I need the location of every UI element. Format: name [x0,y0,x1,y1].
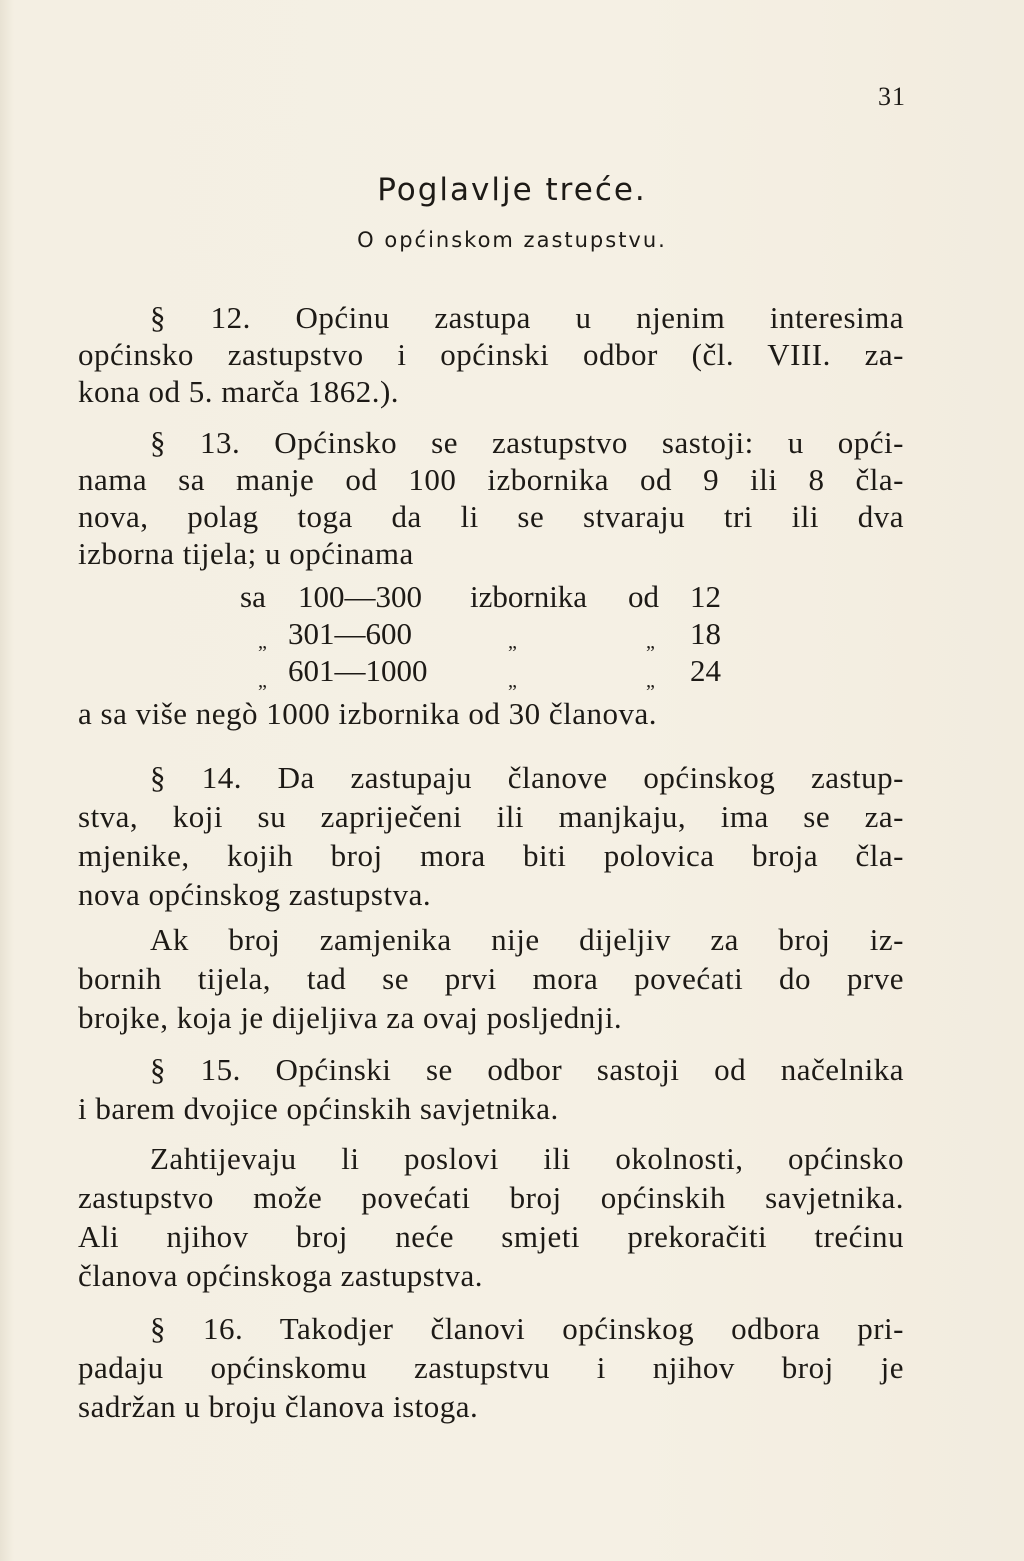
row-range: 100—300 [298,579,422,614]
row-unit: „ [508,670,517,692]
page-number: 31 [878,82,906,111]
section-14b-line-3: brojke, koja je dijeljiva za ovaj posljednji. [78,1000,623,1035]
row-unit: „ [508,631,517,653]
row-prefix: sa [240,579,266,614]
row-range: 301—600 [288,616,412,651]
section-12-line-3: kona od 5. marča 1862.). [78,374,400,409]
section-12-line-1: § 12. Općinu zastupa u njenim interesima [150,300,904,335]
section-14-line-4: nova općinskog zastupstva. [78,877,432,912]
section-16-line-1: § 16. Takodjer članovi općinskog odbora pri- [150,1311,904,1346]
section-15b-line-1: Zahtijevaju li poslovi ili okolnosti, općinsko [150,1141,904,1176]
section-16-line-2: padaju općinskomu zastupstvu i njihov broj je [78,1350,904,1385]
section-12-line-2: općinsko zastupstvo i općinski odbor (čl. VIII. za- [78,337,904,372]
section-15b-line-2: zastupstvo može povećati broj općinskih savjetnika. [78,1180,904,1215]
section-14b-line-2: bornih tijela, tad se prvi mora povećati do prve [78,961,904,996]
row-members: 12 [690,579,721,614]
section-15b-line-3: Ali njihov broj neće smjeti prekoračiti trećinu [78,1219,904,1254]
section-15-line-2: i barem dvojice općinskih savjetnika. [78,1091,559,1126]
section-14-line-1: § 14. Da zastupaju članove općinskog zastup- [150,760,904,795]
chapter-subtitle: O općinskom zastupstvu. [357,228,667,252]
section-13-line-3: nova, polag toga da li se stvaraju tri ili dva [78,499,904,534]
section-14b-line-1: Ak broj zamjenika nije dijeljiv za broj iz- [150,922,904,957]
row-unit: izbornika [470,579,588,614]
section-13-line-2: nama sa manje od 100 izbornika od 9 ili 8 čla- [78,462,904,497]
section-15b-line-4: članova općinskoga zastupstva. [78,1258,483,1293]
row-from: „ [646,670,655,692]
row-from: „ [646,631,655,653]
section-15-line-1: § 15. Općinski se odbor sastoji od načelnika [150,1052,904,1087]
chapter-title: Poglavlje treće. [377,172,647,208]
row-members: 24 [690,653,721,688]
section-13-line-1: § 13. Općinsko se zastupstvo sastoji: u opći- [150,425,904,460]
section-14-line-2: stva, koji su zapriječeni ili manjkaju, ima se za- [78,799,904,834]
section-13-closing-line: a sa više negò 1000 izbornika od 30 članova. [78,696,657,731]
section-13-line-4: izborna tijela; u općinama [78,536,414,571]
section-16-line-3: sadržan u broju članova istoga. [78,1389,479,1424]
section-14-line-3: mjenike, kojih broj mora biti polovica broja čla- [78,838,904,873]
row-prefix: „ [258,631,267,653]
row-range: 601—1000 [288,653,428,688]
row-prefix: „ [258,670,267,692]
row-from: od [628,579,659,614]
row-members: 18 [690,616,721,651]
